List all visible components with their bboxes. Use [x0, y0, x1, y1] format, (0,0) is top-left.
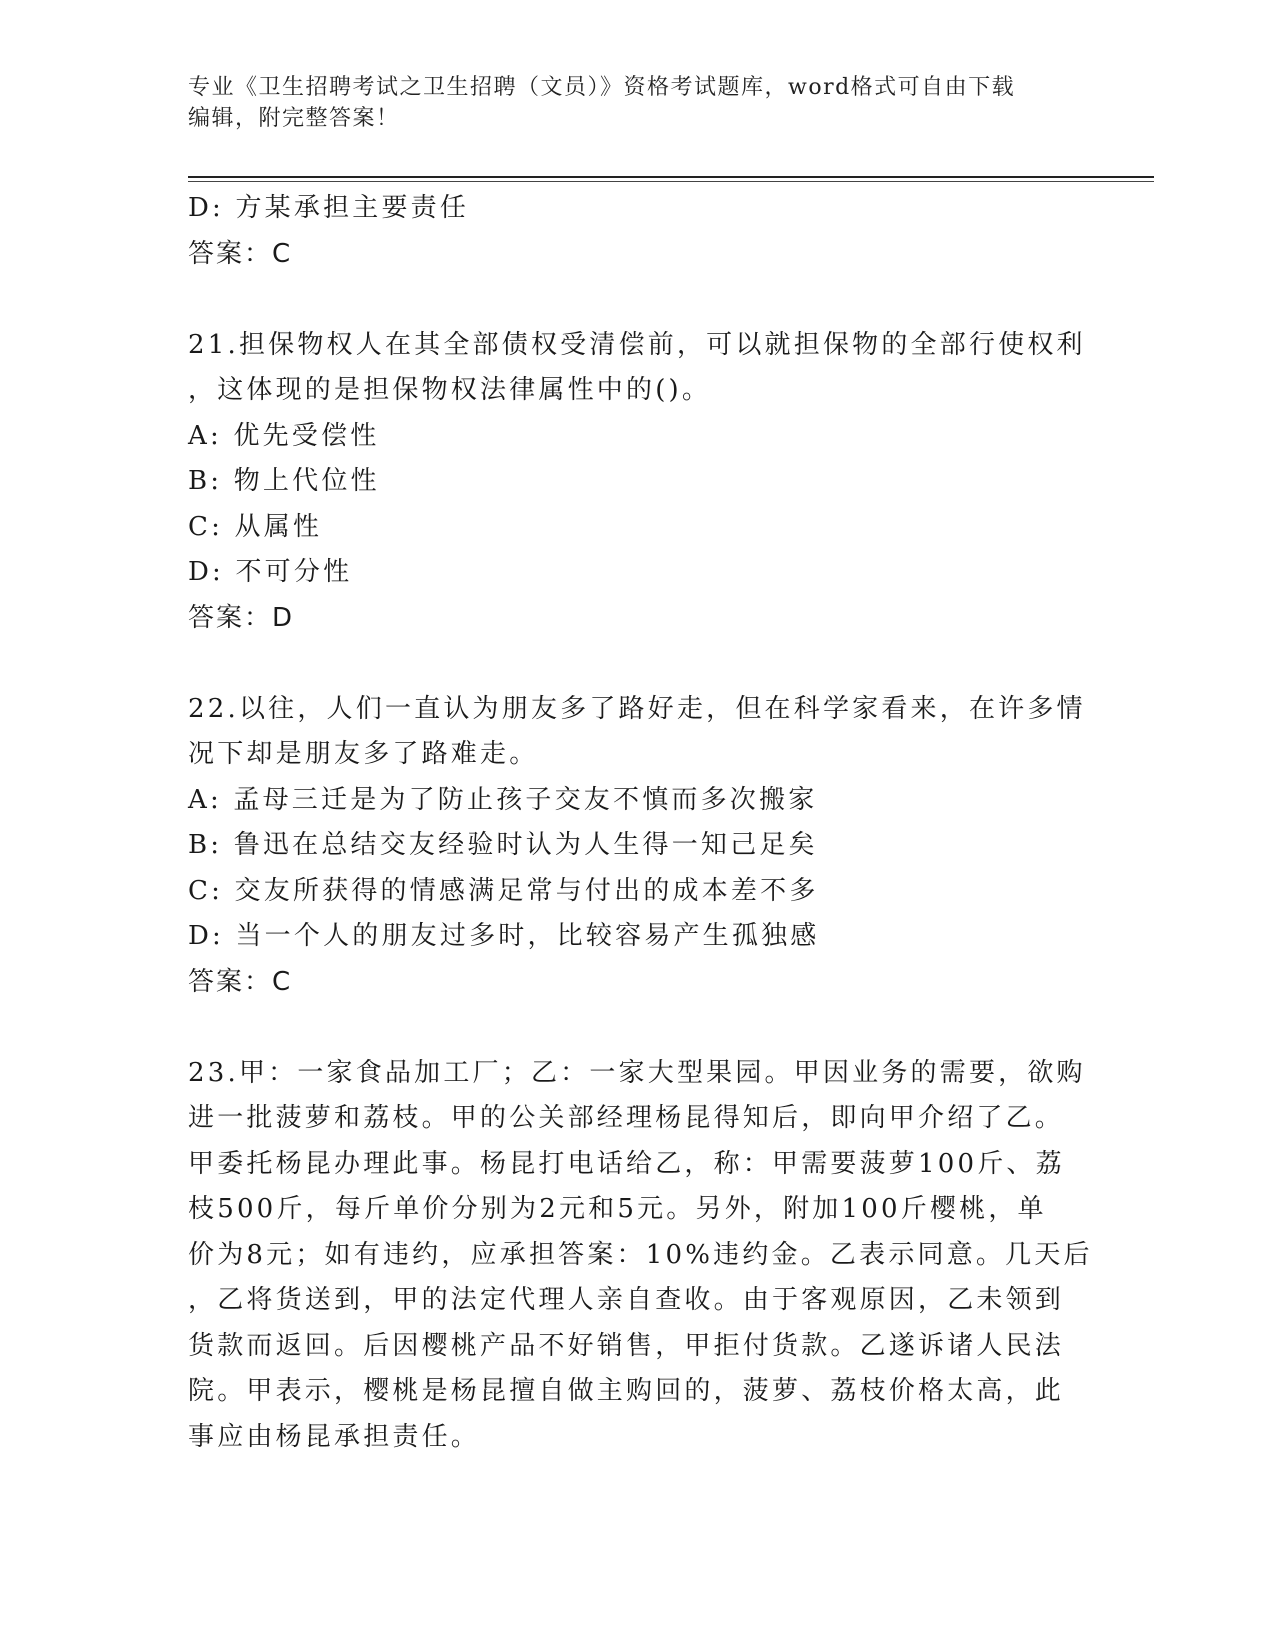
- question-stem-line: 枝500斤，每斤单价分别为2元和5元。另外，附加100斤樱桃，单: [188, 1194, 1047, 1224]
- spacer: [188, 277, 1088, 323]
- question-stem-line: 甲委托杨昆办理此事。杨昆打电话给乙，称：甲需要菠萝100斤、荔: [188, 1148, 1065, 1179]
- option-b: B: 物上代位性: [188, 466, 380, 496]
- option-d: D: 不可分性: [188, 557, 353, 587]
- question-23: [188, 1051, 1093, 1461]
- question-stem-line: 况下却是朋友多了路难走。: [188, 739, 539, 769]
- question-stem-line: 22.以往，人们一直认为朋友多了路好走，但在科学家看来，在许多情: [188, 693, 1086, 724]
- option-a: A: 优先受偿性: [188, 420, 380, 451]
- question-stem-line: ，乙将货送到，甲的法定代理人亲自查收。由于客观原因，乙未领到: [188, 1285, 1065, 1315]
- question-content: [188, 186, 1093, 1460]
- option-a: A: 孟母三迁是为了防止孩子交友不慎而多次搬家: [188, 784, 818, 815]
- option-b: B: 鲁迅在总结交友经验时认为人生得一知己足矣: [188, 830, 818, 860]
- header-line-2: 编辑，附完整答案！: [188, 106, 400, 131]
- answer-line: 答案：C: [188, 238, 293, 269]
- question-stem-line: 货款而返回。后因樱桃产品不好销售，甲拒付货款。乙遂诉诸人民法: [188, 1330, 1065, 1361]
- option-c: C: 从属性: [188, 511, 323, 542]
- header-rule-thick: [188, 176, 1154, 178]
- answer-line: 答案：C: [188, 966, 293, 997]
- spacer: [188, 641, 1088, 687]
- option-d: D: 方某承担主要责任: [188, 193, 470, 223]
- question-21: [188, 323, 1088, 642]
- question-stem-line: 事应由杨昆承担责任。: [188, 1421, 481, 1452]
- question-stem-line: ，这体现的是担保物权法律属性中的()。: [188, 375, 712, 405]
- option-d: D: 当一个人的朋友过多时，比较容易产生孤独感: [188, 921, 820, 951]
- question-stem-line: 23.甲：一家食品加工厂；乙：一家大型果园。甲因业务的需要，欲购: [188, 1057, 1086, 1088]
- header-line-1: 专业《卫生招聘考试之卫生招聘（文员）》资格考试题库，word格式可自由下载: [188, 75, 1016, 100]
- option-c: C: 交友所获得的情感满足常与付出的成本差不多: [188, 875, 819, 906]
- page-header: [188, 72, 1068, 134]
- spacer: [188, 1005, 1088, 1051]
- question-stem-line: 院。甲表示，樱桃是杨昆擅自做主购回的，菠萝、荔枝价格太高，此: [188, 1376, 1065, 1406]
- prev-question-tail: [188, 186, 1088, 277]
- answer-line: 答案：D: [188, 602, 295, 633]
- question-stem-line: 进一批菠萝和荔枝。甲的公关部经理杨昆得知后，即向甲介绍了乙。: [188, 1103, 1065, 1133]
- question-22: [188, 687, 1088, 1006]
- question-stem-line: 价为8元；如有违约，应承担答案：10%违约金。乙表示同意。几天后: [188, 1239, 1093, 1270]
- question-stem-line: 21.担保物权人在其全部债权受清偿前，可以就担保物的全部行使权利: [188, 329, 1086, 360]
- header-rule-thin: [188, 181, 1154, 182]
